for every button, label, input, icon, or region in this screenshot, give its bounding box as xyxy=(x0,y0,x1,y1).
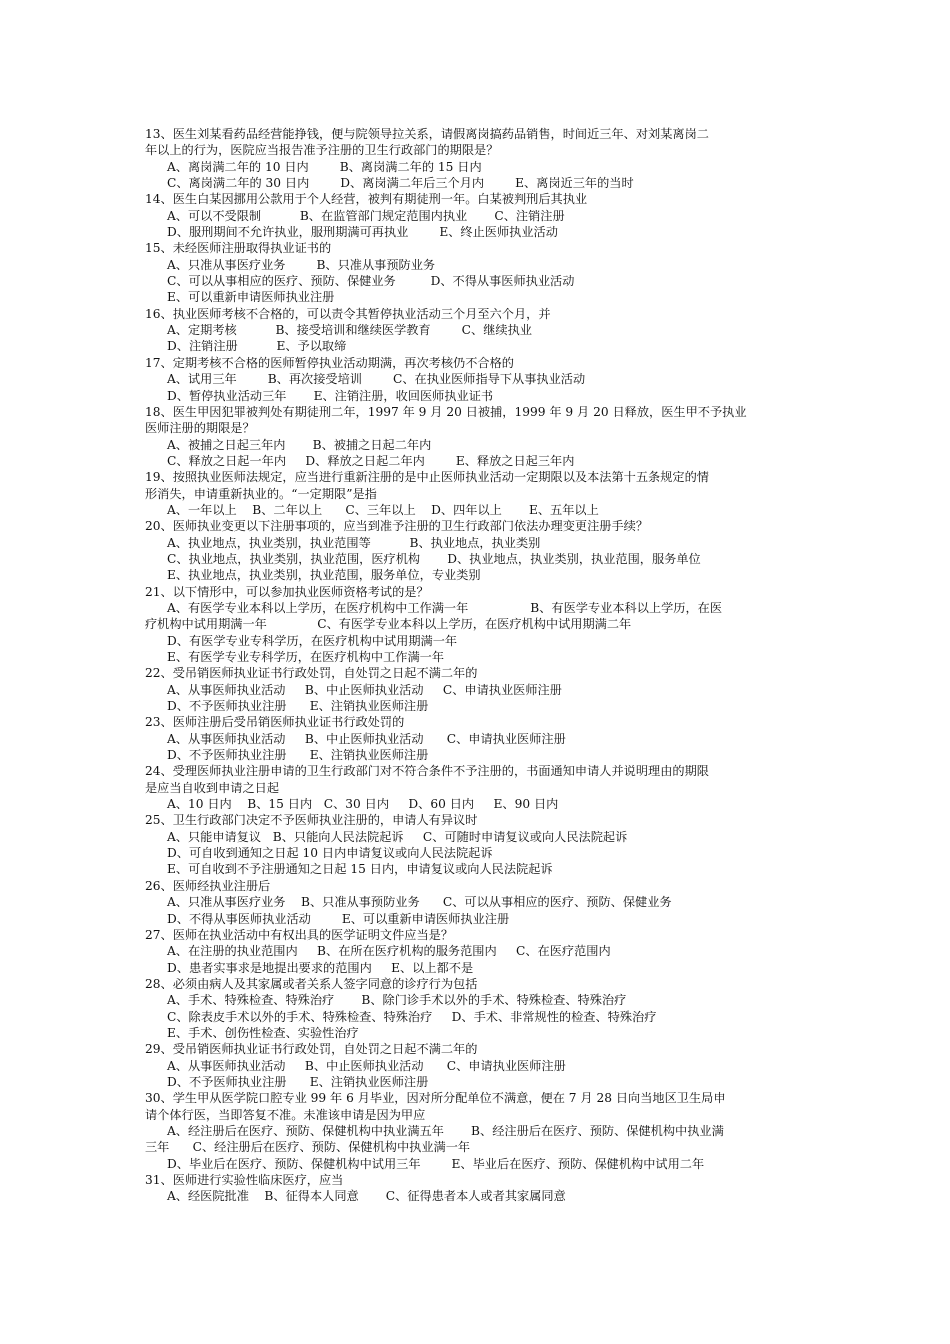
question-text-line: 21、以下情形中，可以参加执业医师资格考试的是？ xyxy=(145,584,429,599)
answer-options-line: C、除表皮手术以外的手术、特殊检查、特殊治疗 D、手术、非常规性的检查、特殊治疗 xyxy=(167,1009,657,1024)
answer-options-line: A、有医学专业本科以上学历，在医疗机构中工作满一年 B、有医学专业本科以上学历，在医 xyxy=(167,600,723,615)
answer-options-line: D、注销注册 E、予以取缔 xyxy=(167,339,347,354)
answer-options-line: D、服刑期间不允许执业，服刑期满可再执业 E、终止医师执业活动 xyxy=(167,225,558,240)
question-text-line: 14、医生白某因挪用公款用于个人经营，被判有期徒刑一年。白某被判刑后其执业 xyxy=(145,192,588,207)
question-text-line: 25、卫生行政部门决定不予医师执业注册的，申请人有异议时 xyxy=(145,813,478,828)
question-text-line: 26、医师经执业注册后 xyxy=(145,878,271,893)
exam-page xyxy=(145,126,810,1205)
answer-options-line: A、从事医师执业活动 B、中止医师执业活动 C、申请执业医师注册 xyxy=(167,682,562,697)
question-text-line: 是应当自收到申请之日起 xyxy=(145,780,280,795)
answer-options-line: A、可以不受限制 B、在监管部门规定范围内执业 C、注销注册 xyxy=(167,208,565,223)
question-text-line: 19、按照执业医师法规定，应当进行重新注册的是中止医师执业活动一定期限以及本法第十五条规定的情 xyxy=(145,470,709,485)
question-text-line: 20、医师执业变更以下注册事项的，应当到准予注册的卫生行政部门依法办理变更注册手续？ xyxy=(145,519,649,534)
answer-options-line: A、在注册的执业范围内 B、在所在医疗机构的服务范围内 C、在医疗范围内 xyxy=(167,944,611,959)
answer-options-line: A、只准从事医疗业务 B、只准从事预防业务 C、可以从事相应的医疗、预防、保健业务 xyxy=(167,895,672,910)
question-text-line: 16、执业医师考核不合格的，可以责令其暂停执业活动三个月至六个月，并 xyxy=(145,306,551,321)
answer-options-line: A、从事医师执业活动 B、中止医师执业活动 C、申请执业医师注册 xyxy=(167,1058,566,1073)
answer-options-line: A、一年以上 B、二年以上 C、三年以上 D、四年以上 E、五年以上 xyxy=(167,502,599,517)
answer-options-line: E、可以重新申请医师执业注册 xyxy=(167,290,335,305)
question-text-line: 疗机构中试用期满一年 C、有医学专业本科以上学历，在医疗机构中试用期满二年 xyxy=(145,617,632,632)
answer-options-line: C、可以从事相应的医疗、预防、保健业务 D、不得从事医师执业活动 xyxy=(167,274,575,289)
question-text-line: 请个体行医，当即答复不准。未准该申请是因为甲应 xyxy=(145,1107,426,1122)
answer-options-line: D、不予医师执业注册 E、注销执业医师注册 xyxy=(167,699,429,714)
question-text-line: 18、医生甲因犯罪被判处有期徒刑二年，1997 年 9 月 20 日被捕，1999 年 9 月 20 日释放，医生甲不予执业 xyxy=(145,404,747,419)
question-text-line: 医师注册的期限是？ xyxy=(145,421,255,436)
question-text-line: 27、医师在执业活动中有权出具的医学证明文件应当是？ xyxy=(145,927,454,942)
question-text-line: 13、医生刘某看药品经营能挣钱，便与院领导拉关系，请假离岗搞药品销售，时间近三年、对刘某离岗二 xyxy=(145,127,709,141)
question-text-line: 31、医师进行实验性临床医疗，应当 xyxy=(145,1173,344,1187)
question-text-line: 15、未经医师注册取得执业证书的 xyxy=(145,241,332,256)
question-text-line: 23、医师注册后受吊销医师执业证书行政处罚的 xyxy=(145,715,405,730)
answer-options-line: A、手术、特殊检查、特殊治疗 B、除门诊手术以外的手术、特殊检查、特殊治疗 xyxy=(167,993,627,1008)
answer-options-line: C、执业地点，执业类别，执业范围，医疗机构 D、执业地点，执业类别，执业范围，服务单位 xyxy=(167,551,701,566)
answer-options-line: A、10 日内 B、15 日内 C、30 日内 D、60 日内 E、90 日内 xyxy=(167,797,559,812)
answer-options-line: D、暂停执业活动三年 E、注销注册，收回医师执业证书 xyxy=(167,388,494,403)
question-text-line: 形消失，申请重新执业的。“一定期限”是指 xyxy=(145,486,377,501)
answer-options-line: D、毕业后在医疗、预防、保健机构中试用三年 E、毕业后在医疗、预防、保健机构中试用二年 xyxy=(167,1156,705,1171)
answer-options-line: A、经医院批准 B、征得本人同意 C、征得患者本人或者其家属同意 xyxy=(167,1189,566,1204)
question-text-line: 24、受理医师执业注册申请的卫生行政部门对不符合条件不予注册的，书面通知申请人并说明理由的期限 xyxy=(145,764,709,779)
answer-options-line: D、有医学专业专科学历，在医疗机构中试用期满一年 xyxy=(167,633,458,648)
answer-options-line: D、可自收到通知之日起 10 日内申请复议或向人民法院起诉 xyxy=(167,846,493,861)
answer-options-line: E、手术、创伤性检查、实验性治疗 xyxy=(167,1025,359,1040)
question-text-line: 28、必须由病人及其家属或者关系人签字同意的诊疗行为包括 xyxy=(145,976,478,991)
answer-options-line: D、患者实事求是地提出要求的范围内 E、以上都不是 xyxy=(167,960,474,975)
question-text-line: 17、定期考核不合格的医师暂停执业活动期满，再次考核仍不合格的 xyxy=(145,355,514,370)
answer-options-line: A、执业地点，执业类别，执业范围等 B、执业地点，执业类别 xyxy=(167,535,541,550)
answer-options-line: C、释放之日起一年内 D、释放之日起二年内 E、释放之日起三年内 xyxy=(167,453,575,468)
answer-options-line: A、被捕之日起三年内 B、被捕之日起二年内 xyxy=(167,437,432,452)
answer-options-line: A、试用三年 B、再次接受培训 C、在执业医师指导下从事执业活动 xyxy=(167,372,586,387)
question-text-line: 30、学生甲从医学院口腔专业 99 年 6 月毕业，因对所分配单位不满意，便在 7 月 28 日向当地区卫生局申 xyxy=(145,1091,726,1106)
question-text-line: 年以上的行为，医院应当报告准予注册的卫生行政部门的期限是？ xyxy=(145,143,499,158)
answer-options-line: E、执业地点，执业类别，执业范围，服务单位，专业类别 xyxy=(167,568,481,583)
answer-options-line: C、离岗满二年的 30 日内 D、离岗满二年后三个月内 E、离岗近三年的当时 xyxy=(167,176,634,191)
answer-options-line: A、经注册后在医疗、预防、保健机构中执业满五年 B、经注册后在医疗、预防、保健机构中执业满 xyxy=(167,1123,724,1138)
answer-options-line: D、不得从事医师执业活动 E、可以重新申请医师执业注册 xyxy=(167,911,510,926)
answer-options-line: A、离岗满二年的 10 日内 B、离岗满二年的 15 日内 xyxy=(167,159,482,174)
answer-options-line: A、定期考核 B、接受培训和继续医学教育 C、继续执业 xyxy=(167,323,532,338)
answer-options-line: E、可自收到不予注册通知之日起 15 日内，申请复议或向人民法院起诉 xyxy=(167,862,553,877)
answer-options-line: D、不予医师执业注册 E、注销执业医师注册 xyxy=(167,748,429,763)
answer-options-line: E、有医学专业专科学历，在医疗机构中工作满一年 xyxy=(167,650,445,664)
answer-options-line: D、不予医师执业注册 E、注销执业医师注册 xyxy=(167,1074,429,1089)
answer-options-line: A、从事医师执业活动 B、中止医师执业活动 C、申请执业医师注册 xyxy=(167,731,566,746)
answer-options-line: A、只准从事医疗业务 B、只准从事预防业务 xyxy=(167,257,436,272)
question-text-line: 三年 C、经注册后在医疗、预防、保健机构中执业满一年 xyxy=(145,1140,471,1155)
question-text-line: 29、受吊销医师执业证书行政处罚，自处罚之日起不满二年的 xyxy=(145,1042,478,1057)
answer-options-line: A、只能申请复议 B、只能向人民法院起诉 C、可随时申请复议或向人民法院起诉 xyxy=(167,829,628,844)
question-text-line: 22、受吊销医师执业证书行政处罚，自处罚之日起不满二年的 xyxy=(145,666,478,681)
